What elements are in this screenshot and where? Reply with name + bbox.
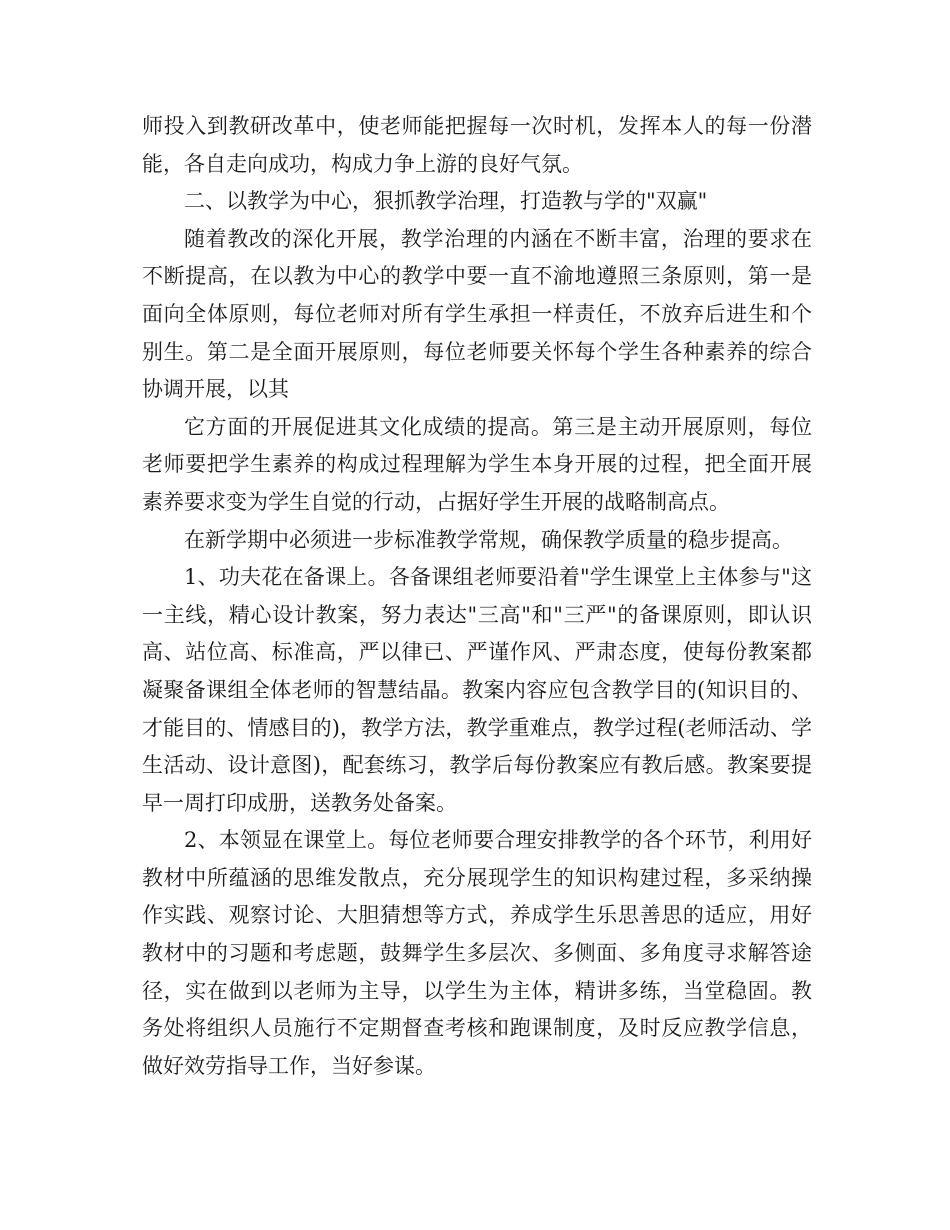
paragraph-item-1-lesson-prep: 1、功夫花在备课上。各备课组老师要沿着"学生课堂上主体参与"这一主线，精心设计教案，努力表达"三高"和"三严"的备课原则，即认识高、站位高、标准高，严以律已、严谨作风、严肃态度，使每份教案都凝聚备课组全体老师的智慧结晶。教案内容应包含教学目的(知识目的、才能目的、情感目的)，教学方法，教学重难点，教学过程(老师活动、学生活动、设计意图)，配套练习，教学后每份教案应有教后感。教案要提早一周打印成册，送教务处备案。 xyxy=(142,565,812,815)
paragraph-item-2-classroom: 2、本领显在课堂上。每位老师要合理安排教学的各个环节，利用好教材中所蕴涵的思维发散点，充分展现学生的知识构建过程，多采纳操作实践、观察讨论、大胆猜想等方式，养成学生乐思善思的适应，用好教材中的习题和考虑题，鼓舞学生多层次、多侧面、多角度寻求解答途径，实在做到以老师为主导，以学生为主体，精讲多练，当堂稳固。教务处将组织人员施行不定期督查考核和跑课制度，及时反应教学信息，做好效劳指导工作，当好参谋。 xyxy=(142,828,812,1078)
document-page xyxy=(142,108,812,1085)
paragraph-new-term: 在新学期中必须进一步标准教学常规，确保教学质量的稳步提高。 xyxy=(184,527,793,552)
paragraph-principles: 随着教改的深化开展，教学治理的内涵在不断丰富，治理的要求在不断提高，在以教为中心的教学中要一直不渝地遵照三条原则，第一是面向全体原则，每位老师对所有学生承担一样责任，不放弃后进生和个别生。第二是全面开展原则，每位老师要关怀每个学生各种素养的综合协调开展，以其 xyxy=(142,226,812,402)
paragraph-continuation: 师投入到教研改革中，使老师能把握每一次时机，发挥本人的每一份潜能，各自走向成功，构成力争上游的良好气氛。 xyxy=(142,114,812,176)
paragraph-principles-cont: 它方面的开展促进其文化成绩的提高。第三是主动开展原则，每位老师要把学生素养的构成过程理解为学生本身开展的过程，把全面开展素养要求变为学生自觉的行动，占据好学生开展的战略制高点。 xyxy=(142,414,812,514)
section-heading-2: 二、以教学为中心，狠抓教学治理，打造教与学的"双赢" xyxy=(184,189,708,214)
